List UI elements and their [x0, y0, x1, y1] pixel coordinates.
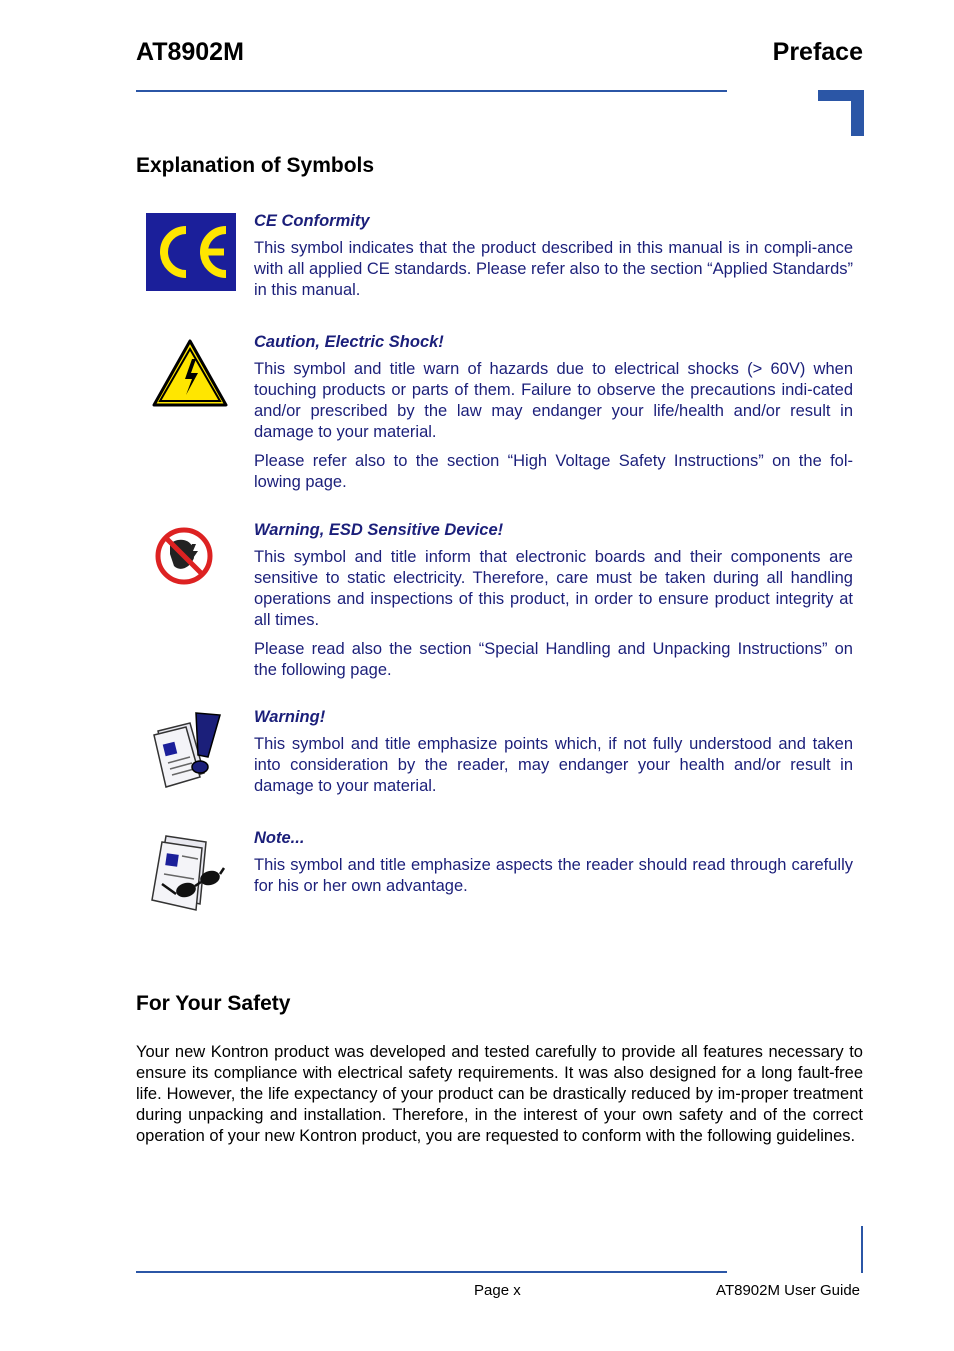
footer-page-number: Page x — [474, 1282, 521, 1299]
symbol-description: This symbol and title inform that electronic boards and their components are sensitive to static electricity. Therefore, care must be taken during all handling operations and inspections of this product, in order to ensure product integrity at all times. — [254, 548, 853, 629]
section-title-symbols: Explanation of Symbols — [136, 154, 375, 177]
symbol-title: Note... — [254, 829, 305, 847]
symbol-title: Warning! — [254, 708, 326, 726]
symbol-reference: Please refer also to the section “High Voltage Safety Instructions” on the fol-lowing page. — [254, 452, 853, 491]
header-rule — [136, 90, 727, 92]
symbol-title: CE Conformity — [254, 212, 370, 230]
footer-vertical-rule — [861, 1226, 863, 1273]
symbol-warning — [136, 706, 864, 797]
symbol-title: Warning, ESD Sensitive Device! — [254, 521, 504, 539]
symbol-electric-shock — [136, 331, 864, 493]
safety-paragraph: Your new Kontron product was developed and tested carefully to provide all features necessary to ensure its compliance with electrical safety requirements. It was also designed for a long fault-free life. However, the life expectancy of your product can be drastically reduced by im-proper treatment during unpacking and installation. Therefore, in the interest of your own safety and of the correct operation of your new Kontron product, you are requested to conform with the following guidelines. — [136, 1043, 863, 1145]
section-title-safety: For Your Safety — [136, 992, 291, 1015]
symbol-description: This symbol and title emphasize aspects the reader should read through carefully for his or her own advantage. — [254, 856, 853, 895]
symbol-description: This symbol indicates that the product described in this manual is in compli-ance with all applied CE standards. Please refer also to the section “Applied Standards” in this manual. — [254, 239, 853, 299]
footer-rule — [136, 1271, 727, 1273]
electric-shock-icon — [136, 331, 246, 416]
symbol-description: This symbol and title warn of hazards due to electrical shocks (> 60V) when touching products or parts of them. Failure to observe the precautions indi-cated and/or prescribed by the law may endanger your life/health and/or result in damage to your material. — [254, 360, 853, 441]
header-title: AT8902M — [136, 38, 244, 66]
symbol-esd-sensitive — [136, 519, 864, 681]
footer-document-title: AT8902M User Guide — [716, 1282, 860, 1299]
symbol-ce-conformity — [136, 210, 864, 301]
symbol-title: Caution, Electric Shock! — [254, 333, 444, 351]
note-glasses-icon — [136, 827, 246, 919]
header-corner-vertical — [851, 90, 864, 136]
esd-sensitive-icon — [136, 519, 246, 593]
symbol-reference: Please read also the section “Special Handling and Unpacking Instructions” on the following page. — [254, 640, 853, 679]
ce-mark-icon — [136, 210, 246, 298]
symbol-note — [136, 827, 864, 897]
symbol-description: This symbol and title emphasize points which, if not fully understood and taken into consideration by the reader, may endanger your health and/or result in damage to your material. — [254, 735, 853, 795]
header-section: Preface — [772, 38, 863, 66]
warning-exclamation-icon — [136, 706, 246, 794]
